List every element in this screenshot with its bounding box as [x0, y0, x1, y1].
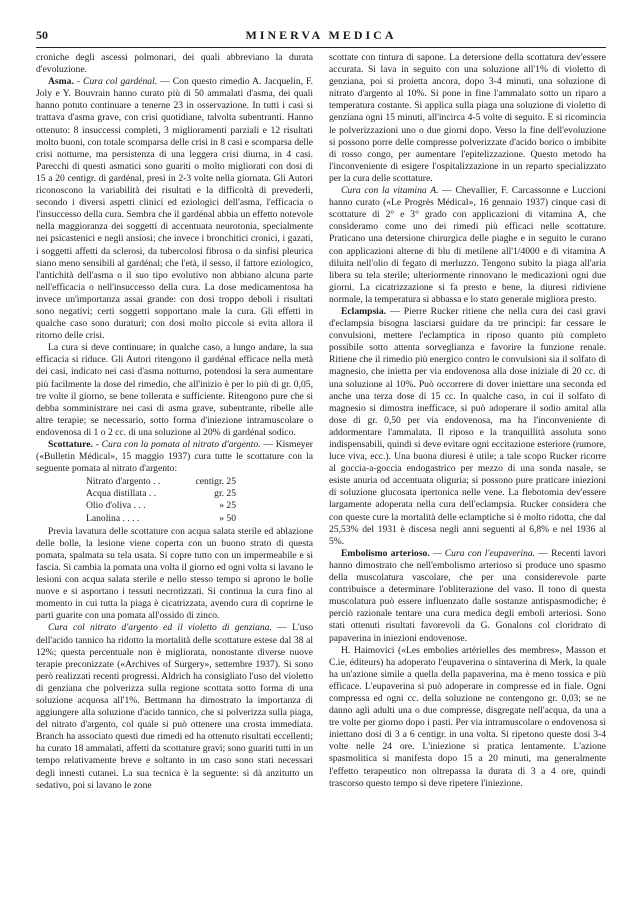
- vitamina-text: — Chevallier, F. Carcassonne e Luccioni hanno curato («Le Progrès Médical», 16 gennaio 1937) cinque casi di scottature di 2° e 3° grado con applicazioni di vitamina A, che consideramo come uno dei rimedi più efficaci nelle scottature. Praticano una detersione chirurgica delle piaghe e in seguito le curano con applicazioni alterne di blu di metilene all'1/4000 e di vitamina A diluita nell'olio di fegato di merluzzo. Tengono subito la piaga all'aria libera su tela sterile; ulteriormente rinnovano le medicazioni ogni due giorni. La cicatrizzazione si fa presto e bene, la diuresi ridiviene normale, la temperatura si abbassa e lo stato generale migliora presto.: [329, 185, 606, 305]
- scottature-subheading: - Cura con la pomata al nitrato d'argento.: [95, 439, 261, 450]
- paragraph-continuation: scottate con tintura di sapone. La detersione della scottatura dev'essere accurata. Si lava in seguito con una soluzione all'1% di violetto di genziana, poi si proietta ancora, dopo 3-4 minuti, una soluzione di nitrato d'argento al 10%. Si pone in fine l'ammalato sotto un riparo a temperatura costante. Si applica sulla piaga una soluzione di violetto di genziana ogni 15 minuti, all'incirca 4-5 volte di seguito. E si ricomincia le polverizzazioni uno o due giorni dopo. Verso la fine dell'evoluzione si possono porre delle compresse polverizzate d'acido borico o imbibite di rosso congo, per aumentare l'epitelizzazione. Questo metodo ha l'inconveniente di esigere l'ospitalizzazione in un reparto specializzato per la cura delle scottature.: [329, 52, 606, 184]
- asma-subheading: - Cura col gardénal.: [76, 76, 158, 88]
- scottature-heading: Scottature.: [48, 439, 93, 450]
- page-header: [36, 28, 606, 46]
- embolismo-section: [329, 548, 606, 645]
- recipe-row: [86, 513, 236, 525]
- scottature-text-3: — L'uso dell'acido tannico ha ridotto la mortalità delle scottature estese dal 38 al 12%; questa percentuale non è migliorata, nonostante diverse nuove terapie preconizzate («Archives of Surgery», settembre 1937). Si sono però realizzati recenti progressi. Aldrich ha consigliato l'uso del violetto di genziana che polverizza sulla regione scottata sotto forma di una soluzione acquosa all'1%. Bettmann ha dimostrato la importanza di aggiungere alla soluzione d'acido tannico, che si polverizza sulla piaga, del nitrato d'argento, col quale si può ottenere una crosta immediata. Branch ha associato questi due rimedi ed ha ottenuto risultati eccellenti; ha curato 18 ammalati, affetti da scottature gravi; sono guariti tutti in un tempo relativamente breve e soltanto in un caso sono stati necessari degli innesti cutanei. La sua tecnica è la seguente: si dà anzitutto un sedativo, poi si lavano le zone: [36, 622, 313, 791]
- left-column: [36, 52, 313, 888]
- recipe-ingredient: Lanolina . . . .: [86, 512, 140, 524]
- eclampsia-heading: Eclampsia.: [341, 305, 387, 317]
- scottature-section: [36, 439, 313, 475]
- asma-text: — Con questo rimedio A. Jacquelin, F. Joly e Y. Bouvrain hanno curato più di 50 ammalati d'asma, dei quali hanno potuto continuare a tenerne 23 in osservazione. In tutti i casi si trattava d'asma grave, con crisi quotidiane, talvolta subentranti. Hanno ottenuto: 8 insuccessi completi, 3 miglioramenti parziali e 12 risultati molto buoni, con totale scomparsa delle crisi in 8 casi e scomparsa delle crisi notturne, ma persistenza di una leggera crisi diurna, in 4 casi. Parecchi di questi asmatici sono guariti o molto migliorati con dosi di 15 a 20 centigr. di gardénal, presi in 2-3 volte nella giornata. Gli Autori riconoscono la variabilità dei risultati e la difficoltà di prevederli, secondo i diversi aspetti clinici ed eziologici dell'asma, l'efficacia o l'insuccesso della cura. Sembra che il gardénal abbia un effetto notevole nella maggioranza dei soggetti di accentuata neurotonia, specialmente nei psicastenici e negli ansiosi; che invece i bronchitici cronici, i gazati, i soggetti affetti da sclerosi, da tubercolosi fibrosa o da sinfisi pleurica siano meno sensibili al gardénal; che l'età, il sesso, il fattore eziologico, l'antichità dell'asma o il suo tipo evolutivo non abbiano alcuna parte nell'efficacia o nell'insuccesso della cura. La dose medicamentosa ha invece un'importanza assai grande: con dosi troppo deboli i risultati sono negativi; certi soggetti sopportano male la cura. Gli effetti in qualche caso sono duraturi; con dosi molto piccole si evita allora il ritorno delle crisi.: [36, 76, 313, 342]
- recipe-row: [86, 488, 236, 500]
- recipe-quantity: » 50: [219, 512, 236, 524]
- asma-heading: Asma.: [48, 76, 74, 88]
- scottature-section-2: [36, 622, 313, 791]
- scottature-text-2: Previa lavatura delle scottature con acqua salata sterile ed ablazione delle bolle, la lesione viene coperta con un buono strato di questa pomata, spalmata su tela usata. Si copre tutto con un impermeabile e si fascia. Si cambia la pomata una volta il giorno ed ogni volta si lavano le lesioni con acqua salata sterile e nello stesso tempo si aprono le bolle nuove e si asportano i tessuti necrotizzati. Si continua la cura fino al momento in cui tutta la piaga è cicatrizzata, avendo cura di coprirne le parti guarite con una pomata all'ossido di zinco.: [36, 525, 313, 622]
- scottature-subheading-2: Cura col nitrato d'argento ed il violetto di genziana.: [48, 622, 272, 634]
- eclampsia-text: — Pierre Rucker ritiene che nella cura dei casi gravi d'eclampsia bisogna lasciarsi guidare da tre principi: far cessare le convulsioni, mettere l'eclamptica in riposo quanto più completo possibile sotto attenta sorveglianza e favorire la funzione renale. Ritiene che il rimedio più energico contro le convulsioni sia il solfato di magnesio, che inietta per via endovenosa alla dose iniziale di 20 cc. di una soluzione al 10%. Può occorrere di dover iniettare una seconda ed anche una terza dose di 15 cc. In qualche caso, in cui il solfato di magnesio si dimostra inefficace, si può adoperare il sodio amital alla dose di gr. 0,50 per via endovenosa, ma ha l'inconveniente di addormentare l'ammalata. Il riposo e la tranquillità assoluta sono indispensabili, quindi si deve evitare ogni eccitazione esteriore (rumore, luce viva, ecc.). Una buona diuresi è utile; a tale scopo Rucker ricorre al goccia-a-goccia endogastrico per mezzo di una sonda nasale, se esiste anuria od accentuata oliguria; si possono pure praticare iniezioni di soluzione glucosata ipertonica nelle vene. La flebotomia dev'essere largamente adoperata nella cura dell'eclampsia. Rucker considera che con queste cure la mortalità delle eclamptiche si è molto ridotta, che dal 25,53% del 1931 è discesa negli anni seguenti al 6,8% e nel 1936 al 5%.: [329, 305, 606, 547]
- embolismo-text: — Recenti lavori hanno dimostrato che nell'embolismo arterioso si produce uno spasmo della muscolatura vascolare, che per una considerevole parte contribuisce a determinare l'obliterazione del vaso. Il tono di questa muscolatura può essere influenzato dalle sostanze antispasmodiche; è perciò razionale tentare una cura medica degli emboli arteriosi. Sono stati ottenuti risultati favorevoli da G. Gonalons col cloridrato di papaverina in iniezioni endovenose.: [329, 547, 606, 644]
- recipe-list: [86, 476, 313, 524]
- scottature-text: — Kismeyer («Bulletin Médical», 15 maggio 1937) cura tutte le scottature con la seguente pomata al nitrato d'argento:: [36, 439, 313, 475]
- header-rule: [36, 47, 606, 48]
- eclampsia-section: [329, 306, 606, 548]
- journal-title: MINERVA MEDICA: [245, 28, 397, 42]
- right-column: [329, 52, 606, 888]
- asma-text-2: La cura si deve continuare; in qualche caso, a lungo andare, la sua efficacia si riduce. Gli Autori ritengono il gardénal efficace nella metà dei casi, indicato nei casi d'asma notturno, potendosi la sera aumentare più facilmente la dose del rimedio, che all'inizio è per lo più di gr. 0,05, tre volte il giorno, se bene tollerata e sufficiente. Ritengono pure che si debba somministrare nei casi di asma grave, subentrante, ribelle alle altre terapie; se necessario, sotto forma d'iniezione intramuscolare o endovenosa di 1 o 2 cc. di una soluzione al 20% di gardénal sodico.: [36, 342, 313, 438]
- recipe-quantity: gr. 25: [214, 488, 236, 500]
- vitamina-section: [329, 185, 606, 306]
- vitamina-subheading: Cura con la vitamina A.: [341, 185, 439, 197]
- recipe-quantity: centigr. 25: [195, 476, 236, 488]
- recipe-ingredient: Acqua distillata . .: [86, 488, 157, 500]
- asma-section: [36, 76, 313, 342]
- paragraph-continuation: croniche degli ascessi polmonari, dei quali abbreviano la durata d'evoluzione.: [36, 52, 313, 76]
- embolismo-subheading: — Cura con l'eupaverina.: [433, 547, 536, 559]
- recipe-ingredient: Nitrato d'argento . .: [86, 476, 161, 488]
- embolismo-text-2: H. Haimovici («Les embolies artérielles des membres», Masson et C.ie, éditeurs) ha adoperato l'eupaverina o sintaverina di Merk, la quale ha un'azione simile a quella della papaverina, ma è meno tossica e più efficace. L'eupaverina si può adoperare in compresse ed in fiale. Ogni compressa ed ogni cc. della soluzione ne contengono gr. 0,03; se ne danno agli adulti una o due compresse, disgregate nell'acqua, da una a tre volte per giorno dopo i pasti. Per via intramuscolare o endovenosa si iniettano dosi di 3 a 6 centigr. in una volta. Si ripetono queste dosi 3-4 volte nelle 24 ore. L'iniezione si pratica lentamente. L'azione spasmolitica si manifesta dopo 15 a 20 minuti, ma generalmente l'effetto terapeutico non oltrepassa la durata di 3 a 4 ore, quindi trascorso questo tempo si deve ripetere l'iniezione.: [329, 644, 606, 789]
- page-number: 50: [36, 28, 48, 42]
- recipe-row: [86, 500, 236, 512]
- recipe-quantity: » 25: [219, 500, 236, 512]
- recipe-ingredient: Olio d'oliva . . .: [86, 500, 146, 512]
- recipe-row: [86, 476, 236, 488]
- embolismo-heading: Embolismo arterioso.: [341, 547, 430, 559]
